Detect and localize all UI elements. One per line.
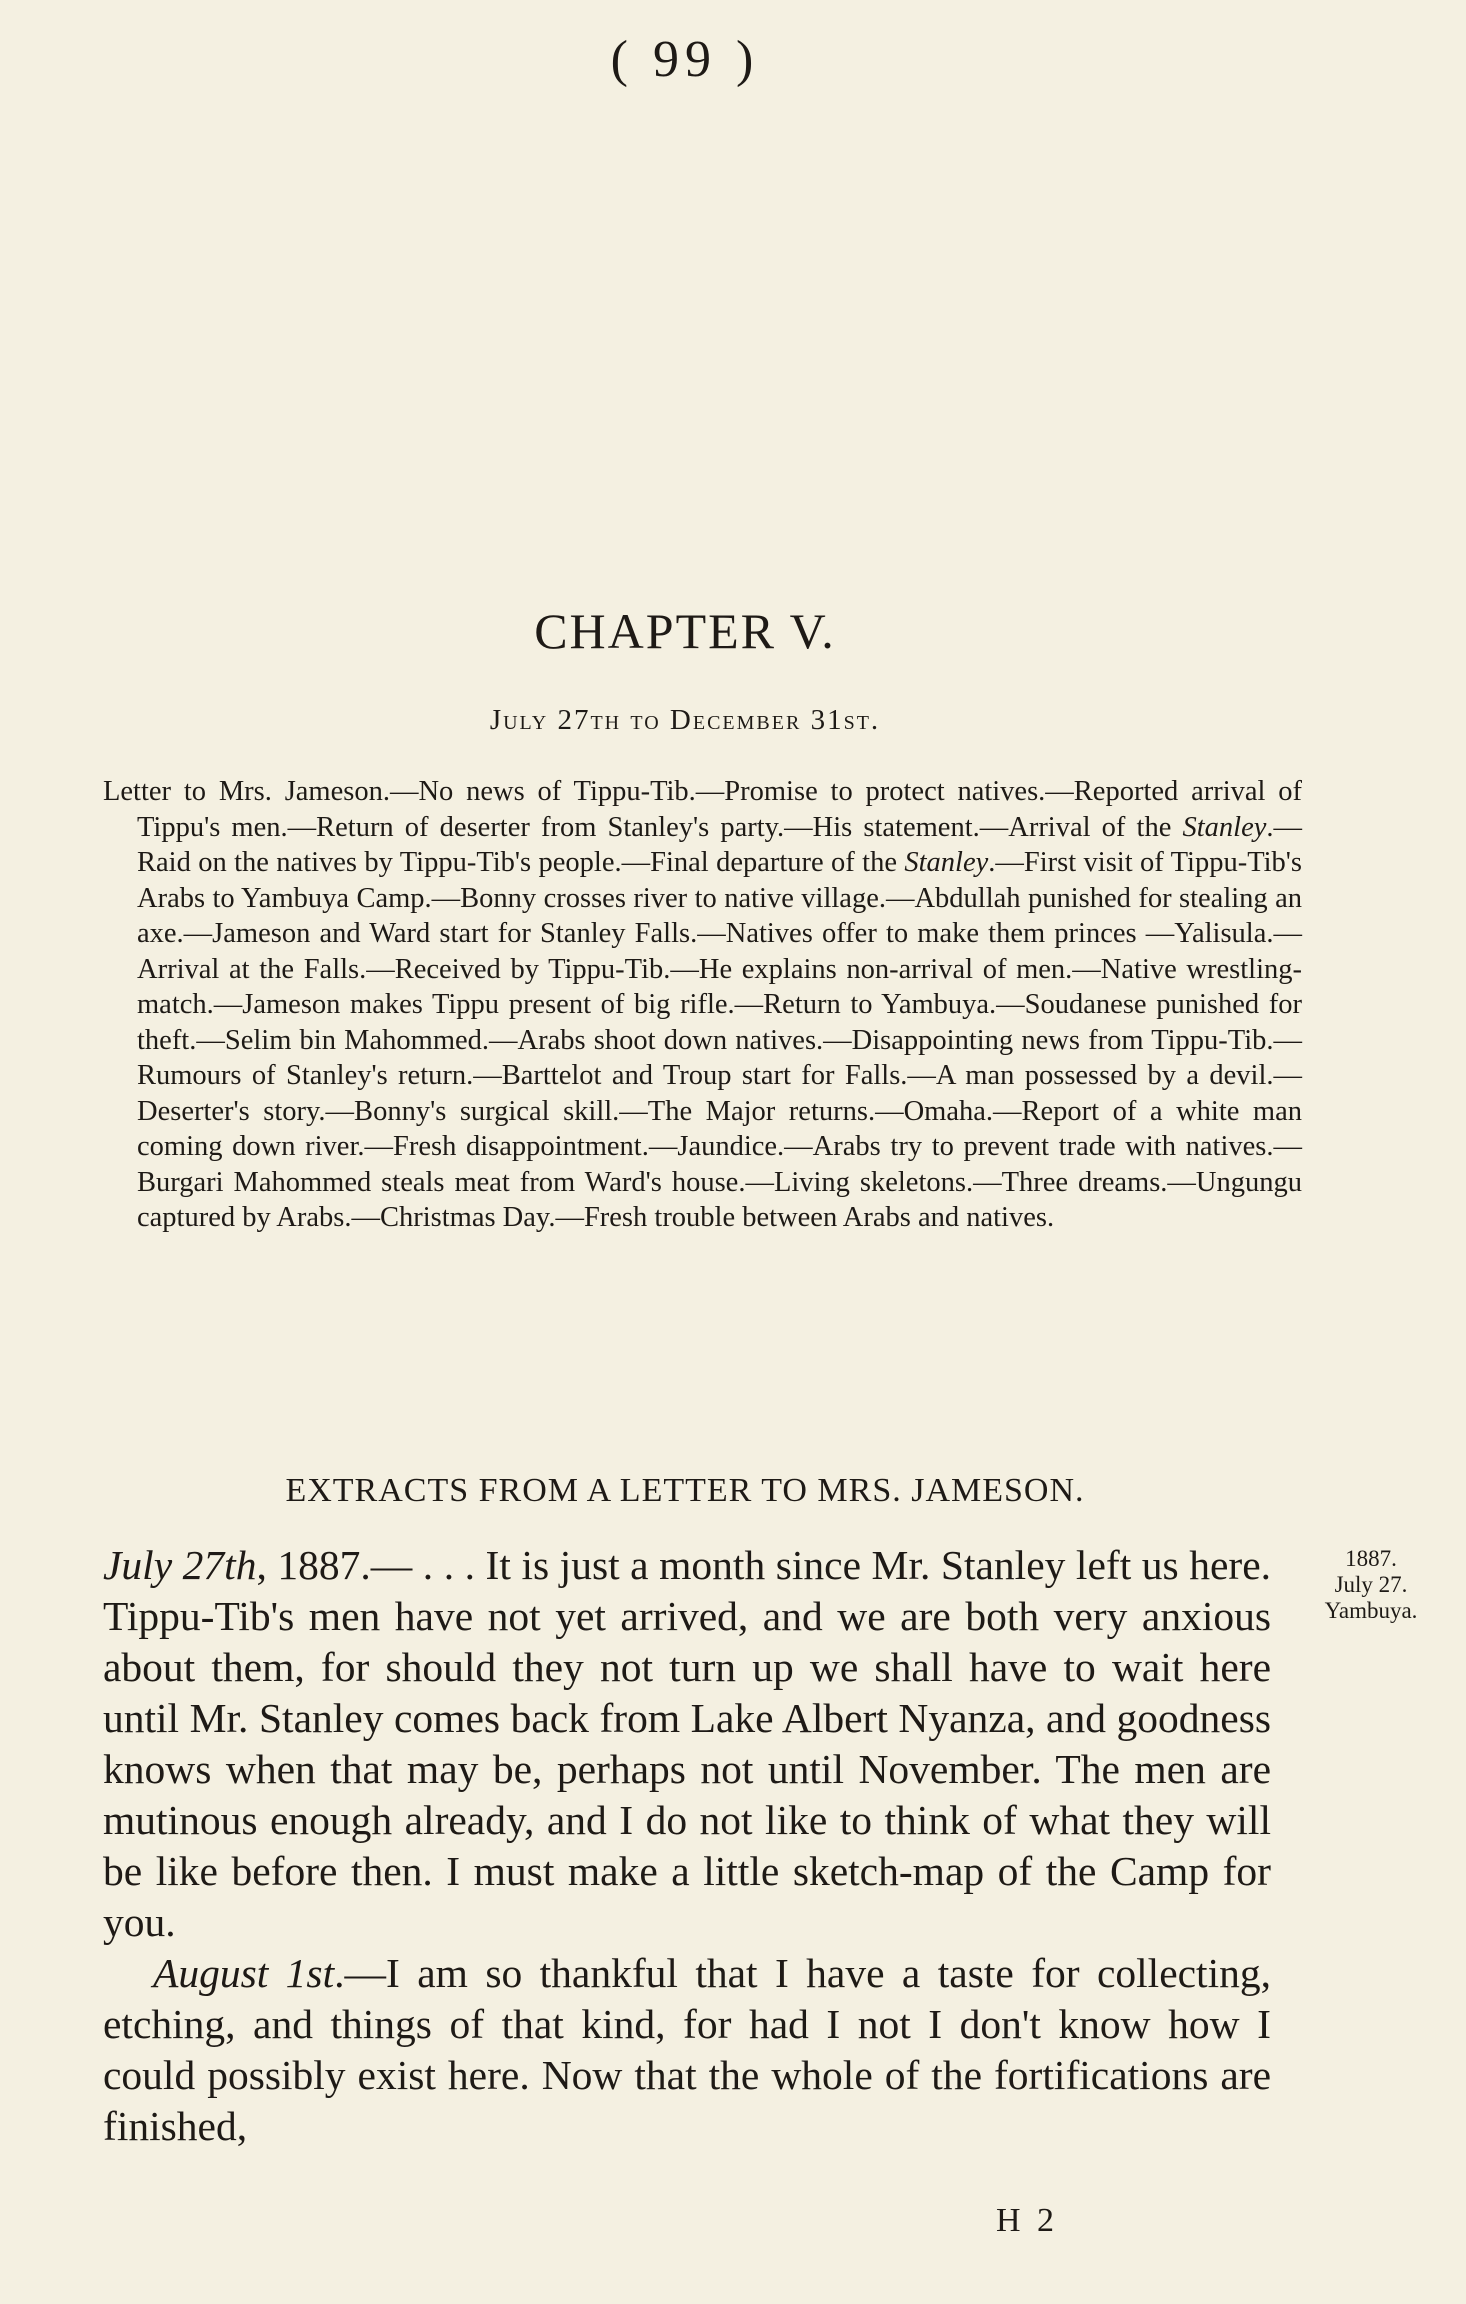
chapter-synopsis	[103, 774, 1302, 1236]
paragraph-2-text: .—I am so thankful that I have a taste for collecting, etching, and things of that kind, for had I not I don't know how I could possibly exist here. Now that the whole of the fortifications are finished,	[103, 1950, 1271, 2149]
synopsis-part-2: .—Raid on the natives by Tippu-Tib's people.—Final departure of the	[137, 811, 1302, 878]
paragraph-july-27	[103, 1540, 1271, 1948]
entry-date-july: July 27th	[103, 1542, 257, 1588]
margin-note-place: Yambuya.	[1324, 1598, 1418, 1623]
chapter-dates: July 27th to December 31st.	[489, 704, 881, 736]
paragraph-august-1	[103, 1948, 1271, 2152]
margin-note-date: July 27.	[1334, 1572, 1408, 1597]
chapter-title: CHAPTER V.	[534, 603, 836, 659]
signature-mark: H 2	[996, 2202, 1059, 2239]
margin-note	[1296, 1546, 1446, 1624]
synopsis-part-3: .—First visit of Tippu-Tib's Arabs to Yambuya Camp.—Bonny crosses river to native village.—Abdullah punished for stealing an axe.—Jameson and Ward start for Stanley Falls.—Natives offer to make them princes —Yalisula.—Arrival at the Falls.—Received by Tippu-Tib.—He explains non-arrival of men.—Native wrestling-match.—Jameson makes Tippu present of big rifle.—Return to Yambuya.—Soudanese punished for theft.—Selim bin Mahommed.—Arabs shoot down natives.—Disappointing news from Tippu-Tib.—Rumours of Stanley's return.—Barttelot and Troup start for Falls.—A man possessed by a devil.—Deserter's story.—Bonny's surgical skill.—The Major returns.—Omaha.—Report of a white man coming down river.—Fresh disappointment.—Jaundice.—Arabs try to prevent trade with natives.—Burgari Mahommed steals meat from Ward's house.—Living skeletons.—Three dreams.—Ungungu captured by Arabs.—Christmas Day.—Fresh trouble between Arabs and natives.	[137, 847, 1302, 1233]
letter-body	[103, 1540, 1271, 2152]
synopsis-ship-name-1: Stanley	[1182, 811, 1267, 843]
margin-note-year: 1887.	[1345, 1546, 1397, 1571]
synopsis-ship-name-2: Stanley	[904, 847, 989, 878]
synopsis-part-1: Letter to Mrs. Jameson.—No news of Tippu-Tib.—Promise to protect natives.—Reported arrival of Tippu's men.—Return of deserter from Stanley's party.—His statement.—Arrival of the	[103, 776, 1302, 843]
extracts-heading: EXTRACTS FROM A LETTER TO MRS. JAMESON.	[285, 1472, 1085, 1509]
paragraph-1-text: , 1887.— . . . It is just a month since Mr. Stanley left us here. Tippu-Tib's men have not yet arrived, and we are both very anxious about them, for should they not turn up we shall have to wait here until Mr. Stanley comes back from Lake Albert Nyanza, and goodness knows when that may be, perhaps not until November. The men are mutinous enough already, and I do not like to think of what they will be like before then. I must make a little sketch-map of the Camp for you.	[103, 1542, 1271, 1945]
page-number: ( 99 )	[610, 31, 760, 88]
entry-date-august: August 1st	[153, 1950, 335, 1996]
